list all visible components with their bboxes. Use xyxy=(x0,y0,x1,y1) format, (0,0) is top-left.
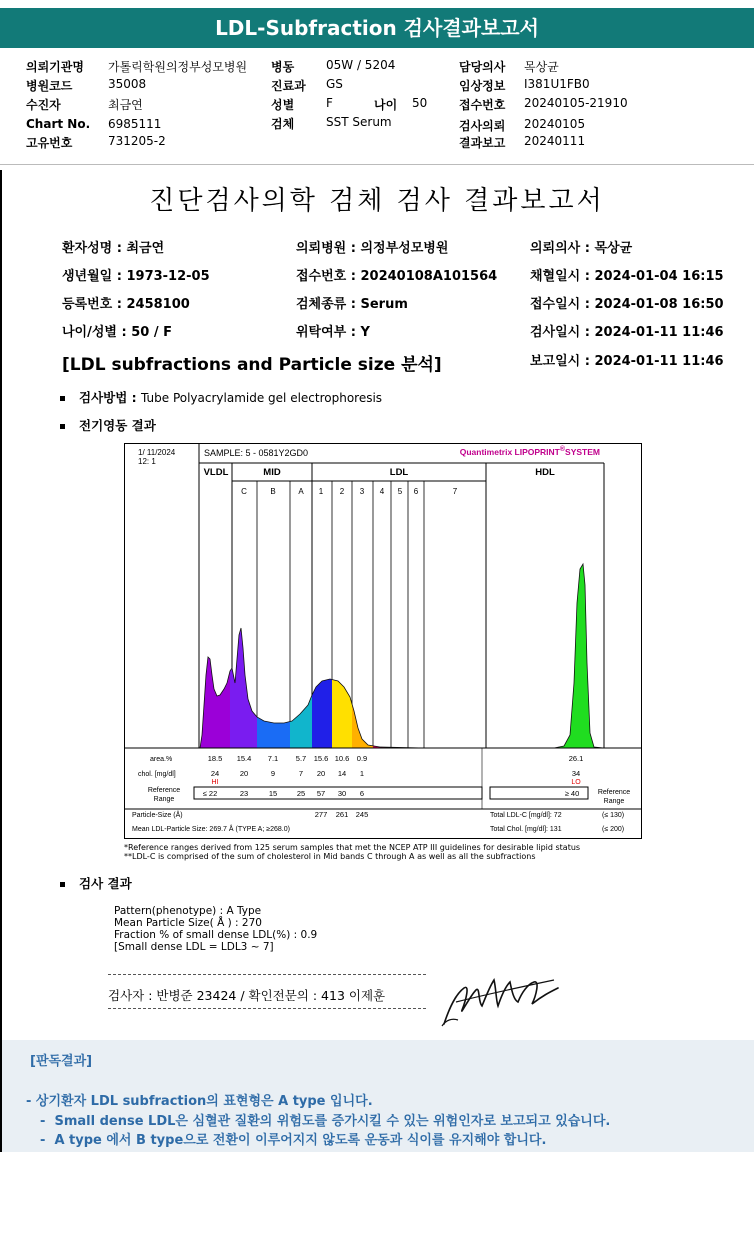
range-label-right: Range xyxy=(603,798,625,805)
group-hdl: HDL xyxy=(535,467,555,478)
result-particle-size: Mean Particle Size( Å ) : 270 xyxy=(114,917,262,929)
group-vldl: VLDL xyxy=(203,467,229,478)
chol-value-2: 9 xyxy=(270,769,276,778)
result-fraction: Fraction % of small dense LDL(%) : 0.9 xyxy=(114,929,318,941)
chart-date: 1/ 11/2024 xyxy=(138,448,176,457)
age-label: 나이 xyxy=(374,98,398,112)
result-definition: [Small dense LDL = LDL3 ~ 7] xyxy=(114,941,274,953)
flag-lo: LO xyxy=(571,779,581,786)
band-a: A xyxy=(298,487,304,496)
chol-value-3: 7 xyxy=(298,769,304,778)
result-label: 검사 결과 xyxy=(79,876,132,891)
header-divider xyxy=(0,164,754,165)
info-reported: 보고일시 : 2024-01-11 11:46 xyxy=(530,354,724,369)
chol-value-0: 24 xyxy=(210,769,220,778)
sex-value: F xyxy=(326,96,333,110)
method-value: Tube Polyacrylamide gel electrophoresis xyxy=(141,391,383,405)
signature-top-line xyxy=(108,974,426,975)
result-bullet xyxy=(60,874,132,892)
total-ldl: Total LDL-C [mg/dl]: 72 xyxy=(490,812,562,819)
info-patient-name: 환자성명 : 최금연 xyxy=(62,241,165,256)
reference-value-6: 6 xyxy=(359,789,365,798)
judgement-line-2: - Small dense LDL은 심혈관 질환의 위험도를 증가시킬 수 있는 위험인자로 보고되고 있습니다. xyxy=(40,1114,611,1129)
department-label: 진료과 xyxy=(271,79,306,93)
group-mid: MID xyxy=(263,467,281,478)
mean-particle-size: Mean LDL-Particle Size: 269.7 Å (TYPE A; ≥268.0) xyxy=(132,826,290,833)
band-5: 5 xyxy=(397,487,403,496)
department-value: GS xyxy=(326,77,343,91)
area-value-3: 5.7 xyxy=(295,754,307,763)
patient-value: 최금연 xyxy=(108,98,143,112)
receipt-no-label: 접수번호 xyxy=(459,98,506,112)
band-3: 3 xyxy=(359,487,365,496)
reference-value-3: 25 xyxy=(296,789,306,798)
particle-value-2: 245 xyxy=(355,810,369,819)
group-ldl: LDL xyxy=(389,467,409,478)
reference-value-2: 15 xyxy=(268,789,278,798)
particle-value-0: 277 xyxy=(314,810,328,819)
request-date-value: 20240105 xyxy=(524,117,586,131)
clinical-info-label: 임상정보 xyxy=(459,79,506,93)
report-title: 진단검사의학 검체 검사 결과보고서 xyxy=(149,186,605,216)
judgement-line-3: - A type 에서 B type으로 전환이 이루어지지 않도록 운동과 식이를 유지해야 합니다. xyxy=(40,1133,547,1148)
info-age-sex: 나이/성별 : 50 / F xyxy=(62,325,173,340)
total-chol: Total Chol. [mg/dl]: 131 xyxy=(490,826,562,833)
lipoprint-chart xyxy=(124,443,642,839)
info-received: 접수일시 : 2024-01-08 16:50 xyxy=(530,297,724,312)
area-value-0: 18.5 xyxy=(207,754,223,763)
chol-value-4: 20 xyxy=(316,769,326,778)
reference-label: Reference xyxy=(147,787,181,794)
area-label: area.% xyxy=(150,756,173,763)
range-label: Range xyxy=(153,796,175,803)
doctor-label: 담당의사 xyxy=(459,60,506,74)
area-value-7: 26.1 xyxy=(568,754,584,763)
handwritten-signature xyxy=(436,966,566,1030)
band-1: 1 xyxy=(318,487,324,496)
info-specimen: 검체종류 : Serum xyxy=(296,297,408,312)
chol-value-7: 34 xyxy=(571,769,581,778)
chart-no-label: Chart No. xyxy=(26,117,91,131)
hospital-code-value: 35008 xyxy=(108,77,147,91)
doctor-value: 목상균 xyxy=(524,60,559,74)
judgement-line-1: - 상기환자 LDL subfraction의 표현형은 A type 입니다. xyxy=(26,1094,373,1109)
area-value-4: 15.6 xyxy=(313,754,329,763)
electro-label: 전기영동 결과 xyxy=(79,418,156,433)
receipt-no-value: 20240105-21910 xyxy=(524,96,628,110)
institution-value: 가톨릭학원의정부성모병원 xyxy=(108,60,248,74)
bullet-icon xyxy=(60,396,65,401)
info-hospital: 의뢰병원 : 의정부성모병원 xyxy=(296,241,449,256)
institution-label: 의뢰기관명 xyxy=(26,60,84,74)
age-value: 50 xyxy=(412,96,428,110)
particle-value-1: 261 xyxy=(335,810,349,819)
total-ldl-ref: (≤ 130) xyxy=(602,812,625,819)
band-b: B xyxy=(270,487,276,496)
footnote-reference: *Reference ranges derived from 125 serum samples that met the NCEP ATP III guidelines for desirable lipid status xyxy=(124,843,581,852)
chart-time: 12: 1 xyxy=(138,457,156,466)
reference-value-5: 30 xyxy=(337,789,347,798)
area-value-2: 7.1 xyxy=(267,754,279,763)
bullet-icon xyxy=(60,424,65,429)
band-c: C xyxy=(241,487,247,496)
sex-label: 성별 xyxy=(271,98,295,112)
info-collected: 채혈일시 : 2024-01-04 16:15 xyxy=(530,269,724,284)
analysis-section-title: [LDL subfractions and Particle size 분석] xyxy=(62,355,442,375)
signature-bottom-line xyxy=(108,1008,426,1009)
info-tested: 검사일시 : 2024-01-11 11:46 xyxy=(530,325,724,340)
result-phenotype: Pattern(phenotype) : A Type xyxy=(114,905,262,917)
method-label: 검사방법 : xyxy=(79,390,137,405)
area-value-6: 0.9 xyxy=(356,754,368,763)
flag-hi: HI xyxy=(211,779,219,786)
ward-value: 05W / 5204 xyxy=(326,58,396,72)
reference-value-0: ≤ 22 xyxy=(202,789,218,798)
hospital-code-label: 병원코드 xyxy=(26,79,73,93)
signature-text: 검사자 : 반병준 23424 / 확인전문의 : 413 이제훈 xyxy=(108,988,386,1003)
chol-value-1: 20 xyxy=(239,769,249,778)
chol-value-6: 1 xyxy=(359,769,365,778)
total-chol-ref: (≤ 200) xyxy=(602,826,625,833)
reference-value-4: 57 xyxy=(316,789,326,798)
bullet-icon xyxy=(60,882,65,887)
band-6: 6 xyxy=(413,487,419,496)
band-7: 7 xyxy=(452,487,458,496)
reference-value-7: ≥ 40 xyxy=(564,789,580,798)
info-receipt-no: 접수번호 : 20240108A101564 xyxy=(296,269,498,284)
area-value-1: 15.4 xyxy=(236,754,252,763)
band-2: 2 xyxy=(339,487,345,496)
report-date-value: 20240111 xyxy=(524,134,586,148)
method-bullet xyxy=(60,388,382,406)
patient-label: 수진자 xyxy=(26,98,61,112)
clinical-info-value: I381U1FB0 xyxy=(524,77,590,91)
report-header-title: LDL-Subfraction 검사결과보고서 xyxy=(0,8,754,48)
particle-values xyxy=(315,810,369,819)
particle-size-label: Particle-Size (Å) xyxy=(132,812,183,819)
footnote-ldl: **LDL-C is comprised of the sum of cholesterol in Mid bands C through A as well as all the subfractions xyxy=(124,852,536,861)
unique-no-value: 731205-2 xyxy=(108,134,166,148)
reference-value-1: 23 xyxy=(239,789,249,798)
band-4: 4 xyxy=(379,487,385,496)
ward-label: 병동 xyxy=(271,60,295,74)
info-birth: 생년월일 : 1973-12-05 xyxy=(62,269,210,284)
reference-label-right: Reference xyxy=(597,789,631,796)
electro-bullet xyxy=(60,416,156,434)
request-date-label: 검사의뢰 xyxy=(459,119,506,133)
specimen-label: 검체 xyxy=(271,117,295,131)
chart-no-value: 6985111 xyxy=(108,117,162,131)
chart-brand: Quantimetrix LIPOPRINT®SYSTEM xyxy=(459,446,600,457)
chart-sample: SAMPLE: 5 - 0581Y2GD0 xyxy=(204,448,309,458)
area-value-5: 10.6 xyxy=(334,754,350,763)
info-reg-no: 등록번호 : 2458100 xyxy=(62,297,190,312)
specimen-value: SST Serum xyxy=(326,115,392,129)
judgement-title: [판독결과] xyxy=(30,1054,93,1069)
chol-value-5: 14 xyxy=(337,769,347,778)
report-date-label: 결과보고 xyxy=(459,136,506,150)
chol-label: chol. [mg/dl] xyxy=(138,771,176,778)
unique-no-label: 고유번호 xyxy=(26,136,73,150)
info-outsourced: 위탁여부 : Y xyxy=(296,325,370,340)
info-doctor: 의뢰의사 : 목상균 xyxy=(530,241,633,256)
